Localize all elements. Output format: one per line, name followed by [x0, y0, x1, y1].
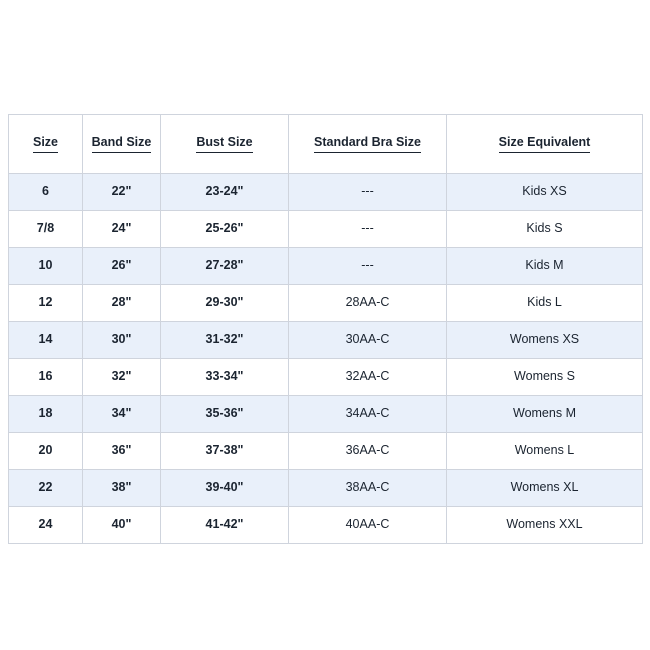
table-body [9, 174, 643, 544]
cell-bust: 41-42" [161, 507, 289, 544]
cell-bra: 34AA-C [289, 396, 447, 433]
cell-equivalent: Kids L [447, 285, 643, 322]
cell-bra: 32AA-C [289, 359, 447, 396]
table-row [9, 470, 643, 507]
cell-bra: 40AA-C [289, 507, 447, 544]
cell-bust: 31-32" [161, 322, 289, 359]
cell-bust: 23-24" [161, 174, 289, 211]
cell-size: 22 [9, 470, 83, 507]
column-header-band-size-label: Band Size [92, 135, 152, 153]
column-header-size-equivalent-label: Size Equivalent [499, 135, 591, 153]
table-row [9, 433, 643, 470]
cell-size: 14 [9, 322, 83, 359]
cell-equivalent: Womens XXL [447, 507, 643, 544]
column-header-standard-bra-size [289, 115, 447, 174]
table-row [9, 396, 643, 433]
column-header-band-size [83, 115, 161, 174]
size-chart-table [8, 114, 643, 544]
cell-bust: 35-36" [161, 396, 289, 433]
table-row [9, 507, 643, 544]
cell-band: 34" [83, 396, 161, 433]
cell-size: 7/8 [9, 211, 83, 248]
cell-equivalent: Womens XL [447, 470, 643, 507]
cell-bust: 39-40" [161, 470, 289, 507]
cell-band: 40" [83, 507, 161, 544]
cell-bra: 28AA-C [289, 285, 447, 322]
cell-equivalent: Womens M [447, 396, 643, 433]
cell-size: 10 [9, 248, 83, 285]
table-row [9, 322, 643, 359]
cell-equivalent: Kids M [447, 248, 643, 285]
cell-size: 6 [9, 174, 83, 211]
size-chart-table-container [8, 114, 642, 544]
cell-size: 20 [9, 433, 83, 470]
column-header-size-label: Size [33, 135, 58, 153]
cell-size: 18 [9, 396, 83, 433]
cell-size: 16 [9, 359, 83, 396]
cell-band: 32" [83, 359, 161, 396]
table-row [9, 248, 643, 285]
cell-bust: 25-26" [161, 211, 289, 248]
table-row [9, 174, 643, 211]
column-header-bust-size-label: Bust Size [196, 135, 252, 153]
cell-band: 26" [83, 248, 161, 285]
table-row [9, 359, 643, 396]
column-header-size [9, 115, 83, 174]
table-row [9, 285, 643, 322]
cell-bra: 36AA-C [289, 433, 447, 470]
cell-equivalent: Womens XS [447, 322, 643, 359]
cell-equivalent: Womens L [447, 433, 643, 470]
cell-bra: --- [289, 174, 447, 211]
cell-bust: 29-30" [161, 285, 289, 322]
cell-bra: 30AA-C [289, 322, 447, 359]
cell-bust: 37-38" [161, 433, 289, 470]
column-header-size-equivalent [447, 115, 643, 174]
table-header [9, 115, 643, 174]
cell-band: 38" [83, 470, 161, 507]
cell-size: 24 [9, 507, 83, 544]
column-header-bust-size [161, 115, 289, 174]
cell-equivalent: Kids XS [447, 174, 643, 211]
cell-band: 28" [83, 285, 161, 322]
cell-band: 30" [83, 322, 161, 359]
cell-band: 36" [83, 433, 161, 470]
cell-bra: --- [289, 248, 447, 285]
column-header-standard-bra-size-label: Standard Bra Size [314, 135, 421, 153]
cell-bust: 27-28" [161, 248, 289, 285]
cell-bust: 33-34" [161, 359, 289, 396]
cell-equivalent: Womens S [447, 359, 643, 396]
cell-band: 24" [83, 211, 161, 248]
cell-bra: --- [289, 211, 447, 248]
table-row [9, 211, 643, 248]
cell-equivalent: Kids S [447, 211, 643, 248]
cell-band: 22" [83, 174, 161, 211]
cell-bra: 38AA-C [289, 470, 447, 507]
table-header-row [9, 115, 643, 174]
cell-size: 12 [9, 285, 83, 322]
